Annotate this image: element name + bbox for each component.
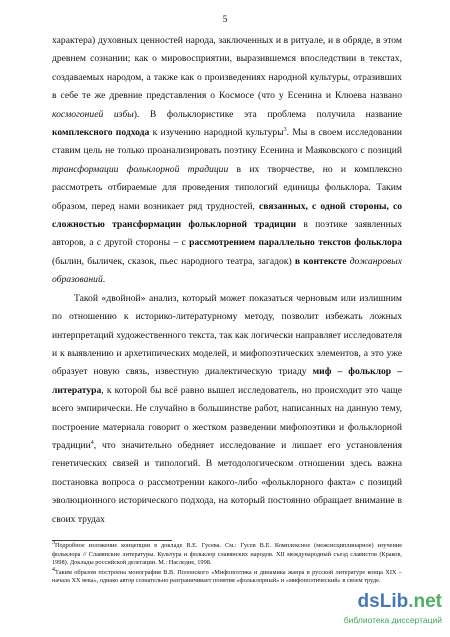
bold-term: рассмотрением параллельно текстов фольклора (189, 237, 402, 249)
text-run: . Мы в своем исследовании ставим цель не только проанализировать поэтику Есенина и Маяковского с позиций (52, 127, 402, 157)
bold-term: связанных, с одной стороны, со сложностью трансформации фольклорной традиции (52, 200, 403, 231)
footnote-separator (52, 540, 172, 541)
dslib-watermark[interactable] (310, 591, 442, 631)
watermark-brand: dsLib (357, 591, 409, 612)
bold-term: в контексте (294, 255, 347, 267)
footnote-mark: 3 (52, 539, 55, 546)
text-run: в поэтике заявленных авторов, а с другой стороны – с (52, 219, 402, 249)
italic-term: трансформации фольклорной традиции (52, 163, 229, 175)
paragraph-2 (52, 290, 402, 529)
text-run: . (102, 274, 106, 286)
text-run: к изучению народной культуры (149, 127, 284, 139)
text-run: , к которой бы всё равно вышел исследователь, но происходит это чаще всего эмпирически. Не случайно в большинстве работ, написанных на данную тему, построение материала говорит о жестком разведении мифопоэтики и фольклорной традиции (52, 384, 402, 451)
text-run: Такой «двойной» анализ, который может показаться черновым или излишним по отношению к историко-литературному методу, позволит избежать ложных интерпретаций художественного текста, так как логически направляет исследователя и к выявлению и архетипических моделей, и мифопоэтических элементов, а это уже образует новую связь, известную диалектическую триаду (52, 292, 402, 378)
footnote-ref-3[interactable]: 3 (283, 126, 287, 133)
page-number: 5 (222, 15, 228, 25)
footnote-3 (52, 539, 402, 568)
text-run: ). В фольклористике эта проблема получила название (133, 108, 402, 120)
footnote-mark: 4 (52, 566, 55, 573)
footnote-4 (52, 566, 402, 586)
text-run: , что значительно обедняет исследование и лишает его установления генетических связей и типологий. В методологическом отношении здесь важна постановка вопроса о рассмотрении какого-либо «фольклорного факта» с позиций эволюционного исторического подхода, на который постоянно обращает внимание в своих трудах (52, 439, 402, 525)
bold-term: комплексного подхода (52, 127, 150, 139)
paragraph-1 (52, 32, 402, 290)
footnote-ref-4[interactable]: 4 (90, 439, 94, 446)
text-run: (былин, быличек, сказок, пьес народного театра, загадок) (52, 255, 295, 267)
watermark-tagline: библиотека диссертаций (343, 615, 442, 625)
bold-term: миф – фольклор – литература (52, 366, 402, 396)
italic-term: дожанровых образований (52, 255, 402, 286)
text-run: в их творчестве, но и комплексно рассмотреть отбираемые для проведения типологий единицы фольклора. Таким образом, перед нами возникает ряд трудностей, (52, 163, 402, 212)
watermark-tld: .net (408, 591, 442, 612)
italic-term: космогонией избы (52, 108, 134, 120)
watermark-logo (358, 591, 442, 613)
footnote-text: Таким образом построена монография В.В. Полонского «Мифопоэтика и динамика жанра в русской литературе конца XIX – начала XX века», однако автор сознательно разграничивает понятия «фольклорный» и «мифопоэтический» в своем труде. (52, 568, 402, 585)
footnotes (52, 539, 402, 587)
body-text (52, 32, 402, 529)
text-run: характера) духовных ценностей народа, заключенных и в ритуале, и в обряде, в этом древнем сознании; как о мировосприятии, выразившемся впоследствии в текстах, создаваемых народом, а также как о произведениях народной культуры, отразивших в себе те же древние представления о Космосе (что у Есенина и Клюева названо (52, 35, 402, 102)
footnote-text: Подробное изложение концепции в докладе В.Е. Гусева. См.: Гусев В.Е. Комплексное (межсисциплинарное) изучение фольклора // Славянские литературы. Культура и фольклор славянских народов. XII международный съезд славистов (Краков, 1998). Доклады российской делегации. М.: Наследие, 1998. (52, 542, 402, 567)
